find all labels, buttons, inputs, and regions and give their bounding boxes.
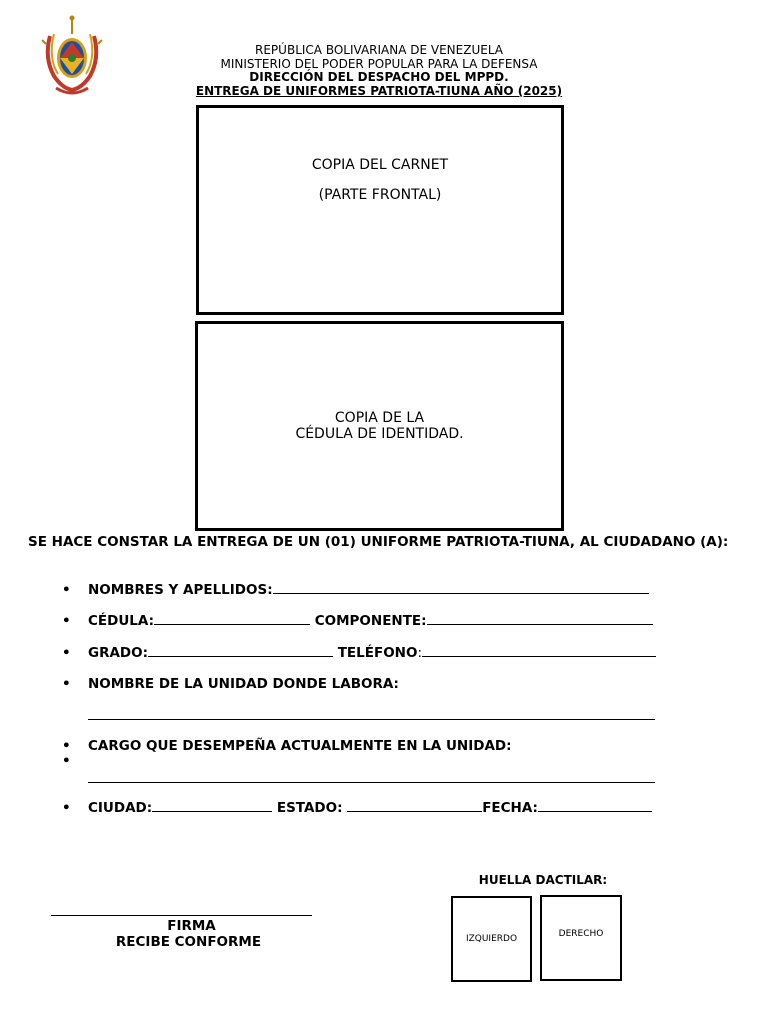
fingerprint-title: HUELLA DACTILAR: [478,873,608,887]
label-grado: GRADO: [88,645,149,661]
blank-nombres[interactable] [273,582,649,594]
bullet: • [62,582,71,598]
header-title: ENTREGA DE UNIFORMES PATRIOTA-TIUNA AÑO (2025) [195,84,563,98]
cedula-box-line1: COPIA DE LA [334,410,425,426]
carnet-box-line1: COPIA DEL CARNET [311,157,449,173]
label-fecha: FECHA: [482,800,538,816]
bullet: • [62,645,71,661]
label-telefono-colon: : [417,645,423,661]
header-ministry: MINISTERIO DEL PODER POPULAR PARA LA DEFENSA [220,57,538,71]
field-cargo [62,738,512,754]
firma-label: FIRMA [167,918,216,934]
blank-telefono[interactable] [422,645,656,657]
bullet: • [62,613,71,629]
bullet: • [62,800,71,816]
blank-estado[interactable] [347,800,482,812]
blank-fecha[interactable] [538,800,652,812]
label-componente: COMPONENTE: [314,613,427,629]
field-cedula-componente [62,613,653,629]
label-unidad: NOMBRE DE LA UNIDAD DONDE LABORA: [88,676,399,692]
blank-componente[interactable] [427,613,653,625]
fingerprint-left-label: IZQUIERDO [465,934,518,944]
field-ciudad-estado-fecha [62,800,652,816]
bullet: • [62,676,71,692]
blank-unidad[interactable] [88,719,655,720]
blank-grado[interactable] [148,645,333,657]
delivery-statement: SE HACE CONSTAR LA ENTREGA DE UN (01) UNIFORME PATRIOTA-TIUNA, AL CIUDADANO (A): [28,534,729,550]
header-direction: DIRECCIÓN DEL DESPACHO DEL MPPD. [249,70,509,84]
label-ciudad: CIUDAD: [88,800,153,816]
blank-cedula[interactable] [154,613,310,625]
label-telefono: TELÉFONO [337,645,418,661]
blank-ciudad[interactable] [152,800,272,812]
cedula-copy-box [195,321,564,531]
blank-cargo[interactable] [88,782,655,783]
recibe-conforme-label: RECIBE CONFORME [115,934,262,950]
fingerprint-right-box [540,895,622,981]
field-grado-telefono [62,645,656,661]
label-nombres: NOMBRES Y APELLIDOS: [88,582,273,598]
carnet-copy-box [196,105,564,315]
empty-bullet-item [62,753,88,769]
cedula-box-line2: CÉDULA DE IDENTIDAD. [295,426,464,442]
bullet: • [62,738,71,754]
field-unidad [62,676,399,692]
fingerprint-right-label: DERECHO [558,929,604,939]
bullet: • [62,753,71,769]
fingerprint-left-box [451,896,532,982]
field-nombres [62,582,649,598]
label-estado: ESTADO: [276,800,343,816]
label-cedula: CÉDULA: [88,613,154,629]
label-cargo: CARGO QUE DESEMPEÑA ACTUALMENTE EN LA UNIDAD: [88,738,512,754]
header-republic: REPÚBLICA BOLIVARIANA DE VENEZUELA [255,43,503,57]
carnet-box-line2: (PARTE FRONTAL) [318,187,442,203]
signature-line[interactable] [51,915,312,916]
